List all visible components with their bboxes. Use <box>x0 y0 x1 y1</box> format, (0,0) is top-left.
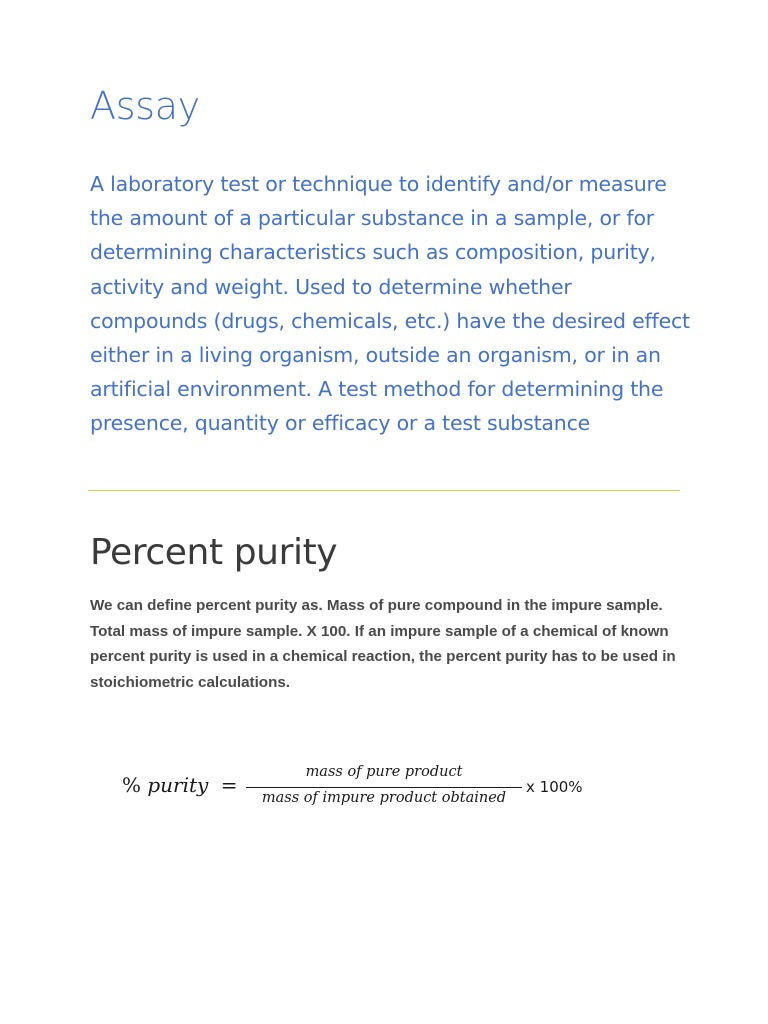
percent-purity-formula <box>120 760 600 820</box>
percent-purity-body: We can define percent purity as. Mass of pure compound in the impure sample. Total mass of impure sample. X 100. If an impure sample of a chemical of known percent purity is used in a chemical reaction, the percent purity has to be used in stoichiometric calculations. <box>90 597 676 691</box>
formula-purity-word: purity <box>147 773 209 797</box>
formula-percent-sign: % <box>122 773 142 797</box>
formula-lhs <box>122 773 237 797</box>
formula-denominator: mass of impure product obtained <box>261 790 507 806</box>
formula-numerator: mass of pure product <box>305 764 463 780</box>
assay-description: A laboratory test or technique to identify and/or measure the amount of a particular substance in a sample, or for determining characteristics such as composition, purity, activity and weight. Used to determine whether compounds (drugs, chemicals, etc.) have the desired effect either in a living organism, outside an organism, or in an artificial environment. A test method for determining the presence, quantity or efficacy or a test substance <box>90 172 690 436</box>
section-divider <box>88 490 680 491</box>
formula-equals: = <box>220 773 238 797</box>
formula-multiplier: x 100% <box>526 778 583 796</box>
percent-purity-heading: Percent purity <box>90 532 338 573</box>
formula-fraction-bar <box>246 787 522 788</box>
assay-title: Assay <box>90 84 200 128</box>
